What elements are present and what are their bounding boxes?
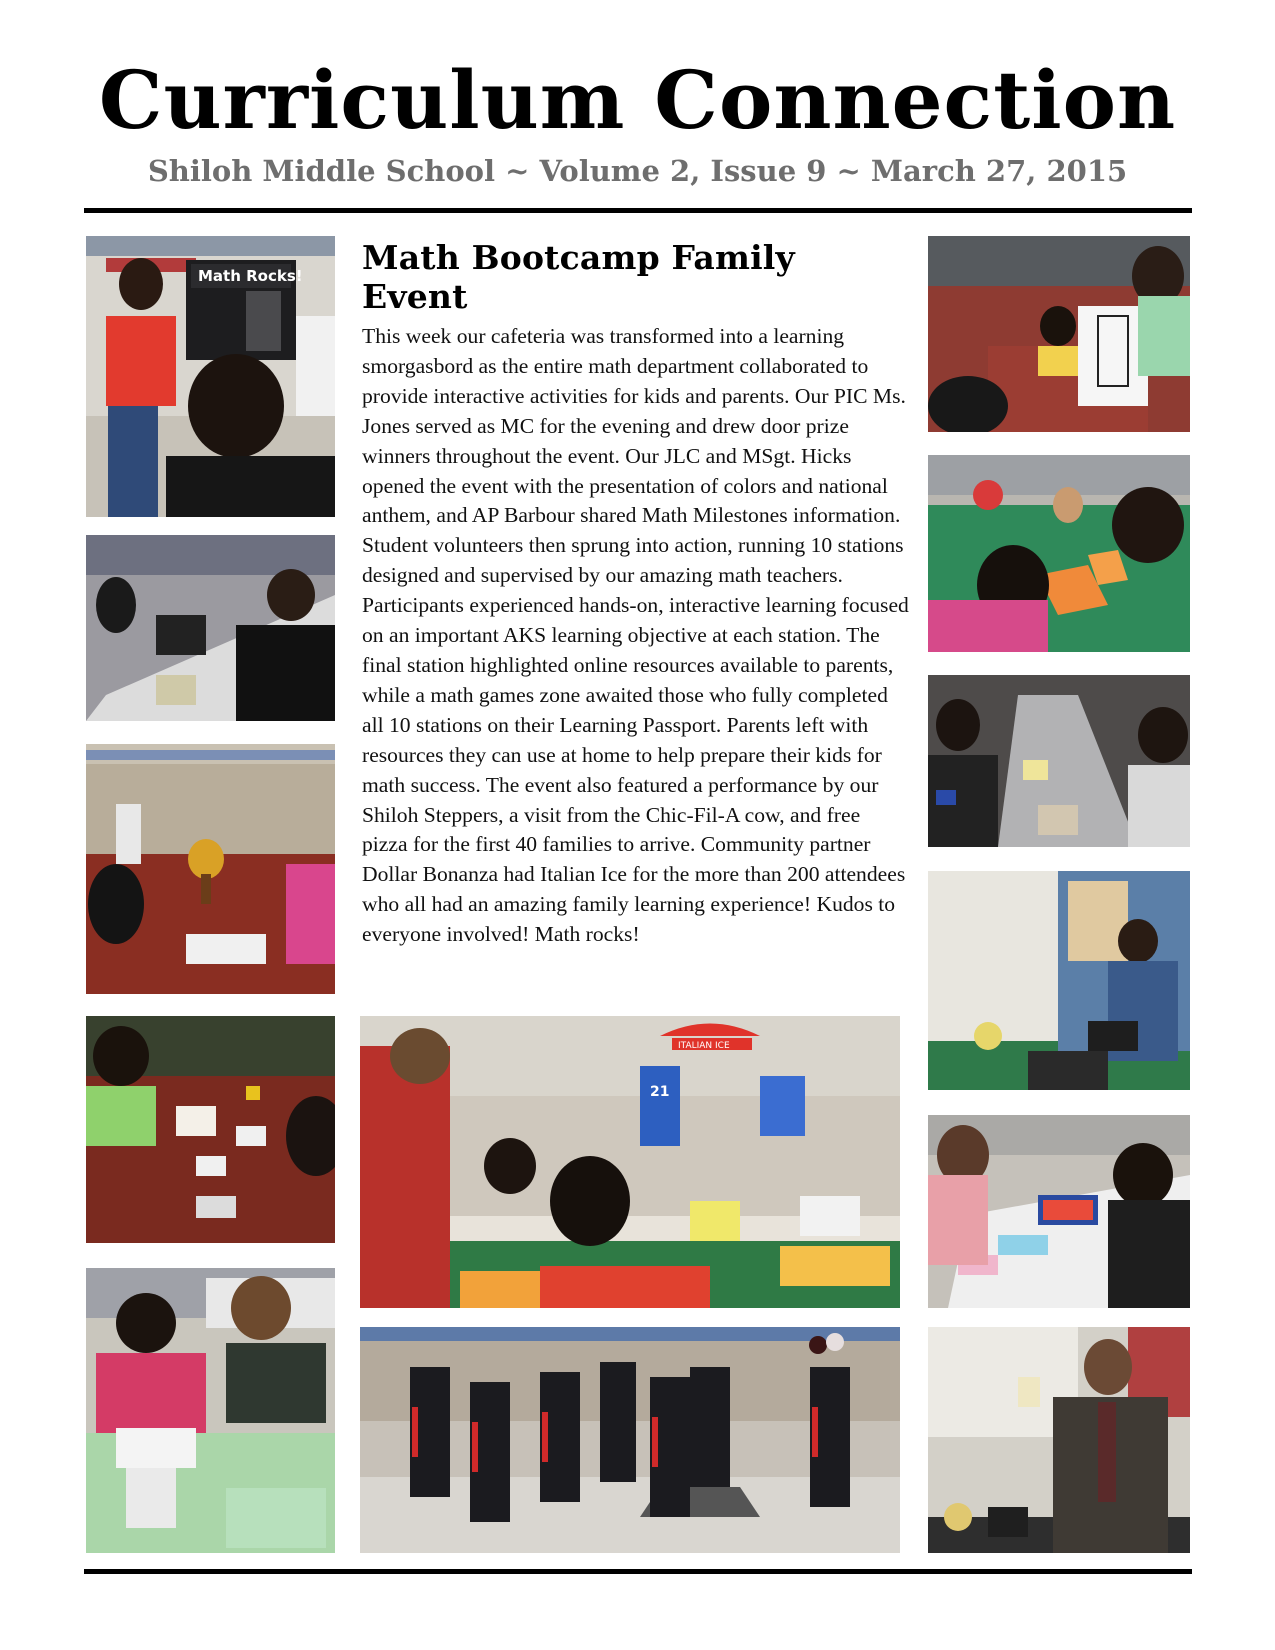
jersey-number-text: 21 [650, 1084, 670, 1100]
photo-speaker [928, 1327, 1190, 1553]
photo-presentation-screen [928, 871, 1190, 1090]
photo-shiloh-steppers [360, 1327, 900, 1553]
photo-cafeteria-wide [360, 1016, 900, 1308]
top-rule [84, 208, 1192, 213]
math-rocks-sign-text: Math Rocks! [198, 267, 303, 285]
photo-geometry-nets [928, 236, 1190, 432]
photo-cards-game [86, 1016, 335, 1243]
newsletter-title: Curriculum Connection [98, 53, 1177, 147]
photo-laptop-station [86, 535, 335, 721]
photo-tangram-table [928, 455, 1190, 652]
article-headline: Math Bootcamp Family Event [362, 238, 795, 316]
masthead [0, 53, 1275, 188]
photo-math-rocks-station [86, 236, 335, 517]
photo-cafeteria-tables [86, 744, 335, 994]
bottom-rule [84, 1569, 1192, 1574]
italian-ice-umbrella-text: ITALIAN ICE [678, 1041, 730, 1051]
photo-board-game [928, 1115, 1190, 1308]
photo-worksheet-table [86, 1268, 335, 1553]
article-body: This week our cafeteria was transformed into a learning smorgasbord as the entire math department collaborated to provide interactive activities for kids and parents. Our PIC Ms. Jones served as MC for the evening and drew door prize winners throughout the event. Our JLC and MSgt. Hicks opened the event with the presentation of colors and national anthem, and AP Barbour shared Math Milestones information. Student volunteers then sprung into action, running 10 stations designed and supervised by our amazing math teachers. Participants experienced hands-on, interactive learning focused on an important AKS learning objective at each station. The final station highlighted online resources available to parents, while a math games zone awaited those who fully completed all 10 stations on their Learning Passport. Parents left with resources they can use at home to help prepare their kids for math success. The event also featured a performance by our Shiloh Steppers, a visit from the Chic-Fil-A cow, and free pizza for the first 40 families to arrive. Community partner Dollar Bonanza had Italian Ice for the more than 200 attendees who all had an amazing family learning experience! Kudos to everyone involved! Math rocks! [362, 324, 909, 947]
photo-long-table [928, 675, 1190, 847]
newsletter-subtitle: Shiloh Middle School ~ Volume 2, Issue 9 ~ March 27, 2015 [147, 154, 1128, 188]
article [362, 238, 910, 950]
